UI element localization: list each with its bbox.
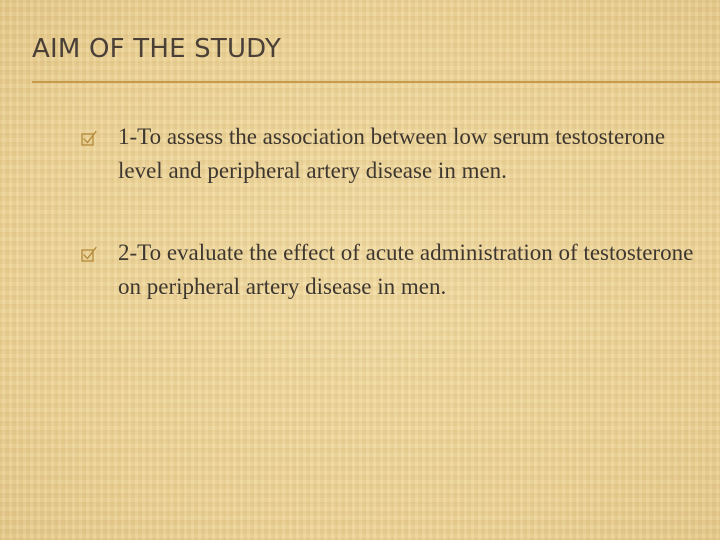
checkbox-check-icon	[80, 245, 98, 263]
bullet-item	[96, 236, 696, 304]
bullet-text: 2-To evaluate the effect of acute administration of testosterone on peripheral artery disease in men.	[118, 240, 694, 299]
bullet-item	[96, 120, 696, 188]
bullet-list	[96, 120, 696, 304]
checkbox-check-icon	[80, 129, 98, 147]
title-divider	[32, 81, 720, 83]
slide-title: AIM OF THE STUDY	[32, 34, 282, 64]
bullet-text: 1-To assess the association between low serum testosterone level and peripheral artery disease in men.	[118, 124, 666, 183]
